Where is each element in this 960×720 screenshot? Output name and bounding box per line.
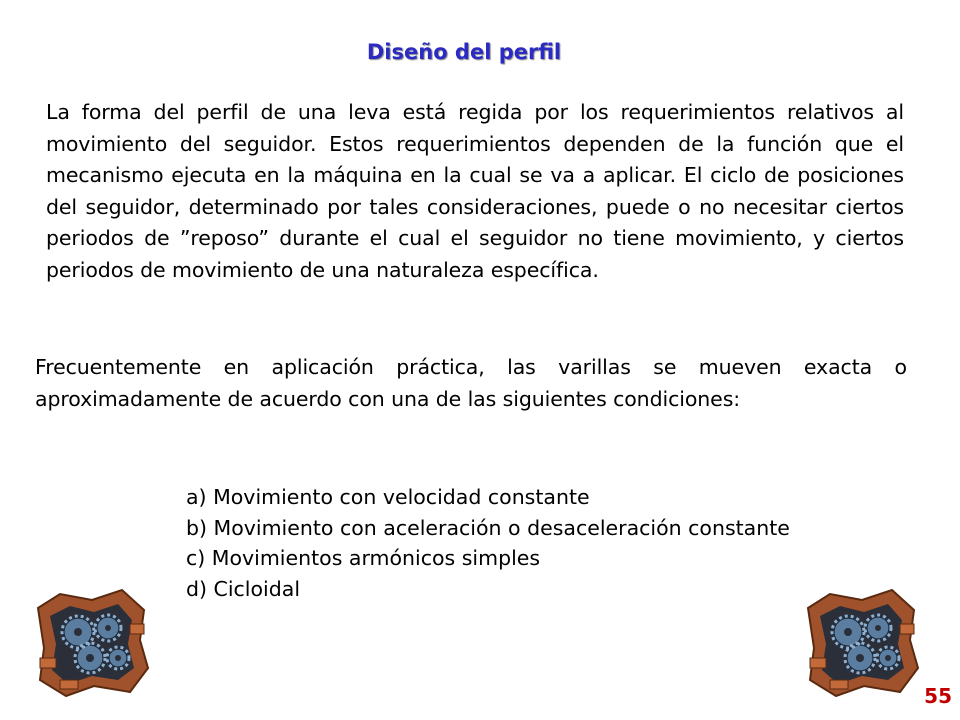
gears-wall-icon <box>30 588 150 698</box>
condition-item: a) Movimiento con velocidad constante <box>186 485 590 509</box>
gears-wall-icon <box>800 588 920 698</box>
condition-item: b) Movimiento con aceleración o desaceleración constante <box>186 515 790 540</box>
slide-title: Diseño del perfil <box>366 40 562 64</box>
paragraph-conditions-intro: Frecuentemente en aplicación práctica, las varillas se mueven exacta o aproximadamente de acuerdo con una de las siguientes condiciones: <box>35 355 907 411</box>
paragraph-profile-description: La forma del perfil de una leva está regida por los requerimientos relativos al movimiento del seguidor. Estos requerimientos dependen de la función que el mecanismo ejecuta en la máquina en la cual se va a aplicar. El ciclo de posiciones del seguidor, determinado por tales consideraciones, puede o no necesitar ciertos periodos de ”reposo” durante el cual el seguidor no tiene movimiento, y ciertos periodos de movimiento de una naturaleza específica. <box>46 100 904 282</box>
conditions-list <box>186 482 906 604</box>
condition-item: c) Movimientos armónicos simples <box>186 546 541 570</box>
condition-item: d) Cicloidal <box>186 576 301 601</box>
page-number: 55 <box>924 684 952 708</box>
